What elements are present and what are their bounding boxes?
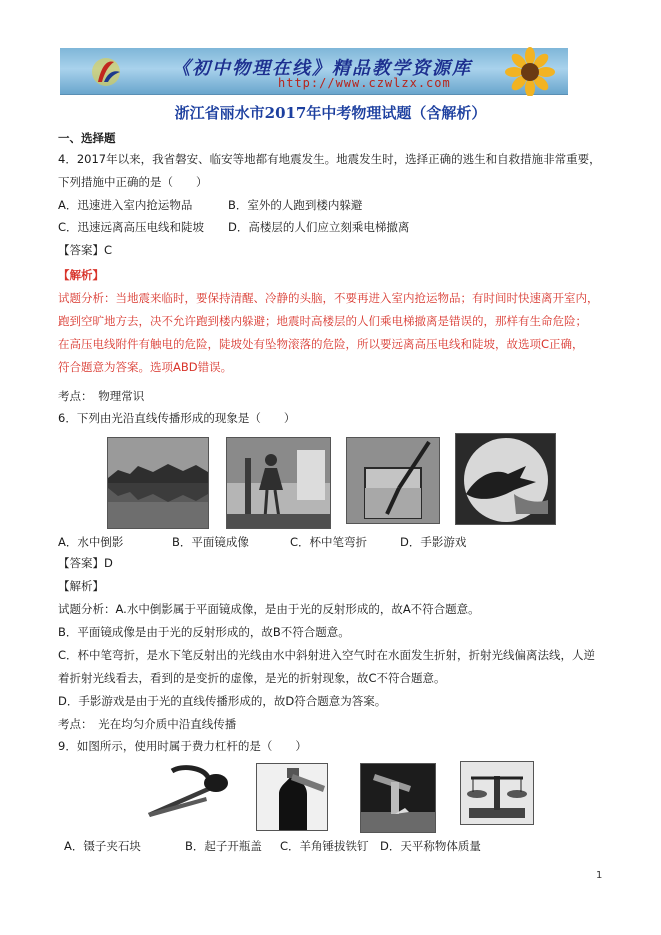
q4-kaodian: 考点： 物理常识 [58, 389, 145, 403]
site-logo-icon [88, 54, 124, 88]
q4-option-b: B．室外的人跑到楼内躲避 [228, 198, 363, 212]
sunflower-icon [500, 46, 560, 96]
document-title: 浙江省丽水市2017年中考物理试题（含解析） [174, 104, 487, 122]
q9-option-b: B．起子开瓶盖 [185, 839, 262, 853]
q9-option-d: D．天平称物体质量 [380, 839, 481, 853]
q4-analysis-heading: 【解析】 [58, 268, 104, 282]
page-number: 1 [596, 870, 603, 881]
banner-url: http://www.czwlzx.com [278, 76, 451, 90]
section-heading: 一、选择题 [58, 131, 116, 145]
header-banner [60, 48, 568, 95]
q9-option-c: C．羊角锤拔铁钉 [280, 839, 369, 853]
q4-analysis-line3: 在高压电线附件有触电的危险，陡坡处有坠物滚落的危险，所以要远离高压电线和陡坡，故选项C正确， [58, 337, 584, 351]
q6-analysis-line4: 着折射光线看去，看到的是变折的虚像，是光的折射现象，故C不符合题意。 [58, 671, 446, 685]
q6-analysis-line1: 试题分析：A.水中倒影属于平面镜成像，是由于光的反射形成的，故A不符合题意。 [58, 602, 480, 616]
q9-stem: 9．如图所示，使用时属于费力杠杆的是（ ） [58, 739, 307, 753]
q4-option-c: C．迅速远离高压电线和陡坡 [58, 220, 205, 234]
q6-kaodian: 考点： 光在均匀介质中沿直线传播 [58, 717, 237, 731]
q6-option-d: D．手影游戏 [400, 535, 467, 549]
q6-answer: 【答案】D [58, 556, 113, 570]
q6-option-a: A．水中倒影 [58, 535, 124, 549]
q6-analysis-line2: B．平面镜成像是由于光的反射形成的，故B不符合题意。 [58, 625, 350, 639]
balance-scale-photo [460, 761, 534, 825]
q6-option-b: B．平面镜成像 [172, 535, 249, 549]
claw-hammer-nail-photo [360, 763, 436, 833]
q9-option-a: A．镊子夹石块 [64, 839, 141, 853]
tweezers-stone-photo [142, 763, 234, 821]
q4-stem-line2: 下列措施中正确的是（ ） [58, 175, 208, 189]
q4-analysis-line1: 试题分析：当地震来临时，要保持清醒、冷静的头脑，不要再进入室内抢运物品；有时间时快速离开室内， [58, 291, 599, 305]
q4-analysis-line4: 符合题意为答案。选项ABD错误。 [58, 360, 233, 374]
q4-stem-line1: 4．2017年以来，我省磐安、临安等地都有地震发生。地震发生时，选择正确的逃生和自救措施非常重要， [58, 152, 601, 166]
hand-shadow-photo [455, 433, 556, 525]
q4-option-d: D．高楼层的人们应立刻乘电梯撤离 [228, 220, 410, 234]
q6-analysis-line3: C．杯中笔弯折，是水下笔反射出的光线由水中斜射进入空气时在水面发生折射，折射光线偏离法线，人逆 [58, 648, 596, 662]
bottle-opener-photo [256, 763, 328, 831]
mirror-dancer-photo [226, 437, 331, 529]
q6-stem: 6．下列由光沿直线传播形成的现象是（ ） [58, 411, 296, 425]
q6-analysis-heading: 【解析】 [58, 579, 104, 593]
q6-option-c: C．杯中笔弯折 [290, 535, 368, 549]
water-reflection-photo [107, 437, 209, 529]
bent-pencil-glass-photo [346, 437, 440, 524]
q4-option-a: A．迅速进入室内抢运物品 [58, 198, 193, 212]
q4-answer: 【答案】C [58, 243, 113, 257]
q4-analysis-line2: 跑到空旷地方去，决不允许跑到楼内躲避；地震时高楼层的人们乘电梯撤离是错误的，那样有生命危险； [58, 314, 587, 328]
q6-analysis-line5: D．手影游戏是由于光的直线传播形成的，故D符合题意为答案。 [58, 694, 387, 708]
banner-title: 《初中物理在线》精品教学资源库 [172, 58, 472, 79]
